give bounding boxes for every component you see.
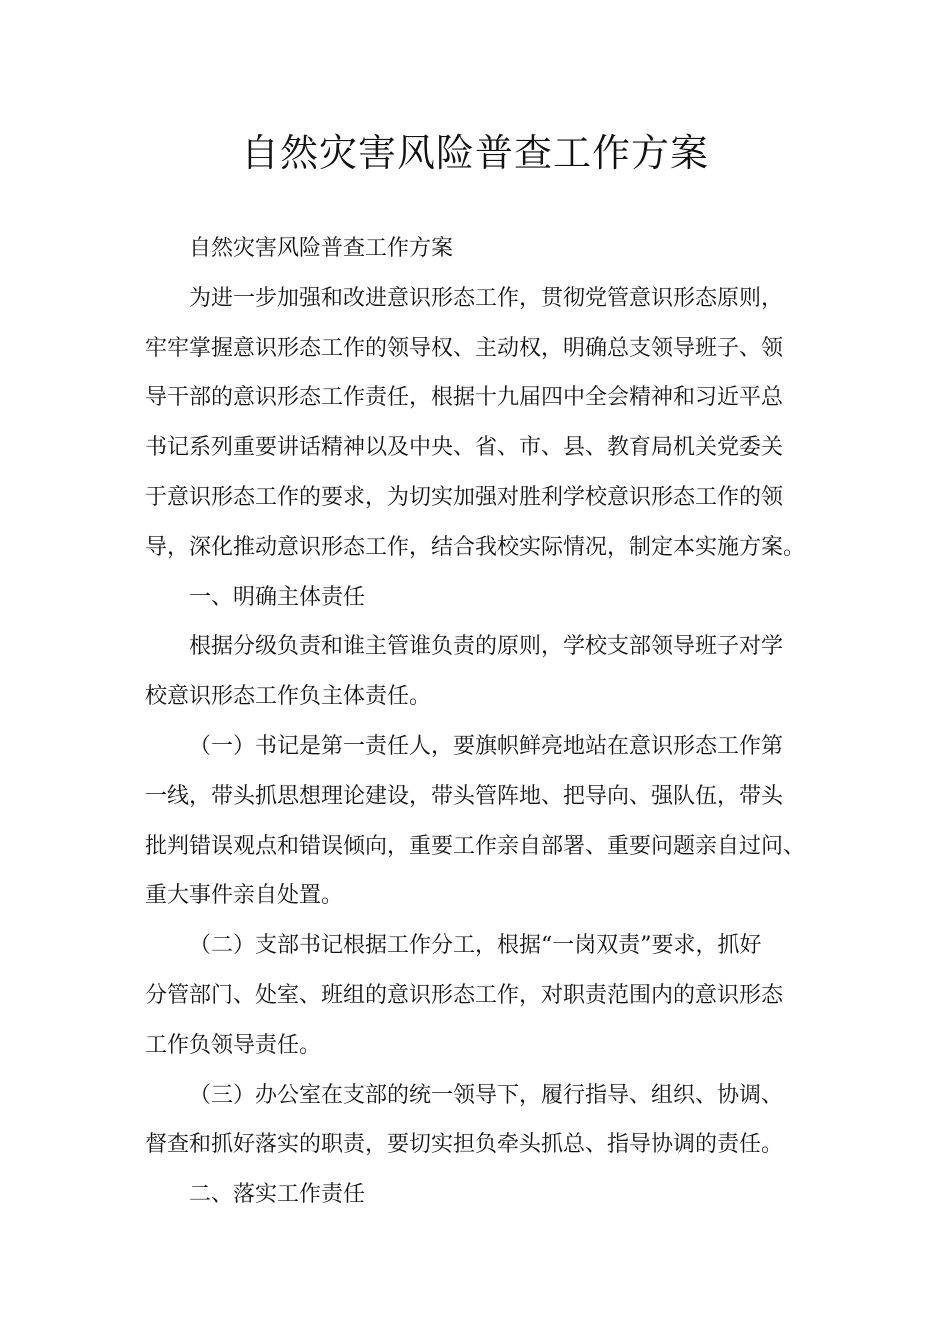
body-line: 批判错误观点和错误倾向，重要工作亲自部署、重要问题亲自过问、 — [145, 833, 806, 859]
body-line: 分管部门、处室、班组的意识形态工作，对职责范围内的意识形态 — [145, 982, 784, 1008]
document-title: 自然灾害风险普查工作方案 — [240, 131, 709, 175]
body-line: （二）支部书记根据工作分工，根据“一岗双责”要求，抓好 — [189, 933, 762, 959]
body-line: 一、明确主体责任 — [189, 584, 366, 610]
body-line: 为进一步加强和改进意识形态工作，贯彻党管意识形态原则， — [189, 285, 784, 311]
body-line: 导干部的意识形态工作责任，根据十九届四中全会精神和习近平总 — [145, 385, 784, 411]
body-line: 工作负领导责任。 — [145, 1032, 322, 1058]
body-line: 校意识形态工作负主体责任。 — [145, 684, 432, 710]
body-line: 重大事件亲自处置。 — [145, 883, 344, 909]
body-line: 导，深化推动意识形态工作，结合我校实际情况，制定本实施方案。 — [145, 534, 806, 560]
body-line: 牢牢掌握意识形态工作的领导权、主动权，明确总支领导班子、领 — [145, 335, 784, 361]
body-line: 一线，带头抓思想理论建设，带头管阵地、把导向、强队伍，带头 — [145, 783, 784, 809]
body-line: （三）办公室在支部的统一领导下，履行指导、组织、协调、 — [189, 1082, 784, 1108]
body-line: （一）书记是第一责任人，要旗帜鲜亮地站在意识形态工作第 — [189, 733, 784, 759]
body-line: 于意识形态工作的要求，为切实加强对胜利学校意识形态工作的领 — [145, 484, 784, 510]
document-body — [145, 224, 820, 1220]
body-line: 二、落实工作责任 — [189, 1182, 366, 1208]
body-line: 书记系列重要讲话精神以及中央、省、市、县、教育局机关党委关 — [145, 435, 784, 461]
body-line: 自然灾害风险普查工作方案 — [189, 236, 454, 261]
body-line: 根据分级负责和谁主管谁负责的原则，学校支部领导班子对学 — [189, 634, 784, 660]
body-line: 督查和抓好落实的职责，要切实担负牵头抓总、指导协调的责任。 — [145, 1132, 784, 1158]
